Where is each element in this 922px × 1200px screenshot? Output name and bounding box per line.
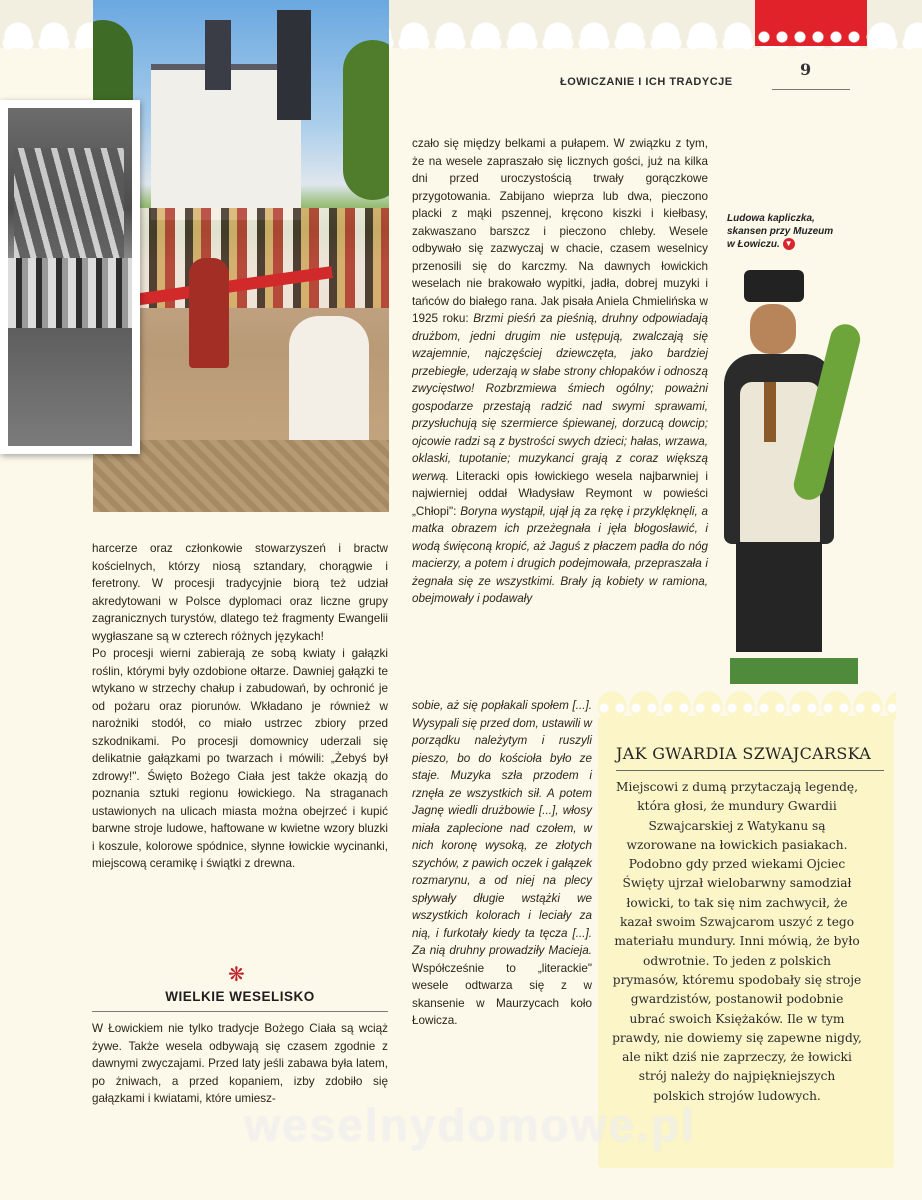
left-column (92, 540, 388, 873)
saint-statue-photo (720, 262, 860, 682)
caption-line-2: skansen przy Muzeum (727, 226, 834, 237)
section-heading: WIELKIE WESELISKO (165, 989, 315, 1004)
header-rule (772, 89, 850, 90)
historic-procession-photo (0, 100, 140, 454)
middle-text-1: czało się między belkami a pułapem. W związku z tym, że na wesele zapraszało się licznych gości, już na kilka dni przed uroczystością trwały gorączkowe przygotowania. Zabijano wieprza lub dwa, pieczono placki z mąki pszennej, kręcono kiszki i kiełbasy, zakwaszano barszcz i pieczono chleby. Wesele odbywało się zazwyczaj w chacie, czasem weselnicy przenosili się do karczmy. Na dawnych łowickich weselach nie brakowało wypitki, jadła, dobrej muzyki i tańców do białego rana. Jak pisała Aniela Chmielińska w 1925 roku: (412, 137, 708, 325)
page-corner-tab (755, 0, 867, 46)
middle-quote-1: Brzmi pieśń za pieśnią, druhny odpowiadają drużbom, jedni drugim nie ustępują, zwalczają się wzajemnie, najczęściej dziewczęta, jako bardziej przebiegłe, uderzają w słabe strony chłopaków i odnoszą zwycięstwo! Rozbrzmiewa śmiech ogólny; poważni gospodarze przestają radzić nad swymi sprawami, przysłuchują się szermierce śpiewanej, dorzucą dowcip; ojcowie radzi są z bystrości swych dzieci; hałas, wrzawa, oklaski, tupotanie; muzykanci grają z coraz większą werwą. (412, 312, 709, 483)
middle-text-3: Współcześnie to „literackie" wesele odtwarza się z w skansenie w Maurzycach koło Łowicza. (412, 961, 592, 1027)
sidebar-title: JAK GWARDIA SZWAJCARSKA (616, 744, 872, 763)
section-rule (92, 1011, 388, 1012)
caption-line-3: w Łowiczu. (727, 239, 780, 250)
sidebar-text: Miejscowi z dumą przytaczają legendę, która głosi, że mundury Gwardii Szwajcarskiej z Watykanu są wzorowane na łowickich pasiakach. Podobno gdy przed wiekami Ojciec Święty ujrzał wielobarwny samodział łowicki, to tak się nim zachwycił, że kazał swoim Szwajcarom uszyć z tego materiału mundury. Inni mówią, że było odwrotnie. To jeden z polskich prymasów, któremu spodobały się stroje gwardzistów, postanowił podobnie ubrać swoich Księżaków. Ile w tym prawdy, nie dowiemy się zapewne nigdy, ale nikt dziś nie zaprzeczy, że łowicki strój należy do najpiękniejszych polskich strojów ludowych. (612, 780, 862, 1103)
left-paragraph-2: Po procesji wierni zabierają ze sobą kwiaty i gałązki roślin, którymi były ozdobione ołtarze. Dawniej gałązki te wtykano w strzechy chałup i zabudowań, by ochronić je od pożaru oraz piorunów. Wkładano je również w narożniki stodół, co miało ustrzec zbiory przed szkodnikami. Po procesji domownicy uderzali się delikatnie gałązkami po twarzach i mówili: „Żebyś był zdrowy!". Święto Bożego Ciała jest także okazją do poznania sztuki regionu łowickiego. Na straganach ustawionych na ulicach miasta można obejrzeć i kupić barwne stroje ludowe, haftowane w kwietne wzory bluzki i koszule, kolorowe spódnice, słynne łowickie wycinanki, miejscową ceramikę i świątki z drewna. (92, 647, 388, 870)
middle-column (412, 135, 708, 608)
watermark: weselnydomowe.pl (244, 1099, 696, 1151)
left-paragraph-1: harcerze oraz członkowie stowarzyszeń i bractw kościelnych, którzy niosą sztandary, chorągwie i feretrony. W procesji tradycyjnie biorą też udział akredytowani w Polsce dyplomaci oraz liczne grupy zagranicznych turystów, dlatego też fragmenty Ewangelii wygłaszane są w czterech różnych językach! (92, 542, 388, 643)
middle-quote-3: sobie, aż się popłakali społem [...]. Wysypali się przed dom, ustawili w porządku należytym i ruszyli pieszo, bo do kościoła było ze staje. Muzyka szła przodem i rznęła ze wszystkich sił. A potem Jagnę wiedli drużbowie [...], włosy miała zaplecione nad czołem, w nich koronę wysoką, ze złotych szychów, z pawich oczek i gałązek rozmarynu, a od niej na plecy spływały długie wstążki we wszystkich kolorach i leciały za nią, i furkotały kiedy ta tęcza [...]. Za nią druhny prowadziły Macieja. (412, 699, 592, 957)
section-intro (92, 1020, 388, 1108)
middle-column-narrow (412, 697, 592, 1030)
middle-quote-2: Boryna wystąpił, ujął ją za rękę i przyklęknęli, a matka obrazem ich przeżegnała i jęła błogosławić, i wodą święconą kropić, aż Jaguś z płaczem padła do nóg macierzy, a potem i drugich podejmowała, przepraszała i żegnała się ze wszystkimi. Brały ją kobiety w ramiona, obejmowały i podawały (412, 504, 708, 605)
sidebar-title-rule (616, 770, 884, 771)
page-number: 9 (800, 60, 812, 79)
flower-ornament-icon: ❋ (228, 964, 245, 986)
section-paragraph-1: W Łowickiem nie tylko tradycje Bożego Ciała są wciąż żywe. Także wesela odbywają się czasem zgodnie z dawnymi zwyczajami. Przed laty jeśli zabawa była latem, po żniwach, a przed kopaniem, izby zdobiło się gałązkami i kwiatami, które umiesz- (92, 1022, 388, 1105)
caption-arrow-icon: ▼ (783, 238, 795, 250)
sidebar-lace-dots (596, 700, 896, 716)
statue-caption (727, 212, 855, 251)
middle-text-2: Literacki opis łowickiego wesela najbarwniej i najwierniej oddał Władysław Reymont w powieści „Chłopi": (412, 469, 708, 518)
running-header: ŁOWICZANIE I ICH TRADYCJE (560, 76, 733, 88)
caption-line-1: Ludowa kapliczka, (727, 213, 815, 224)
